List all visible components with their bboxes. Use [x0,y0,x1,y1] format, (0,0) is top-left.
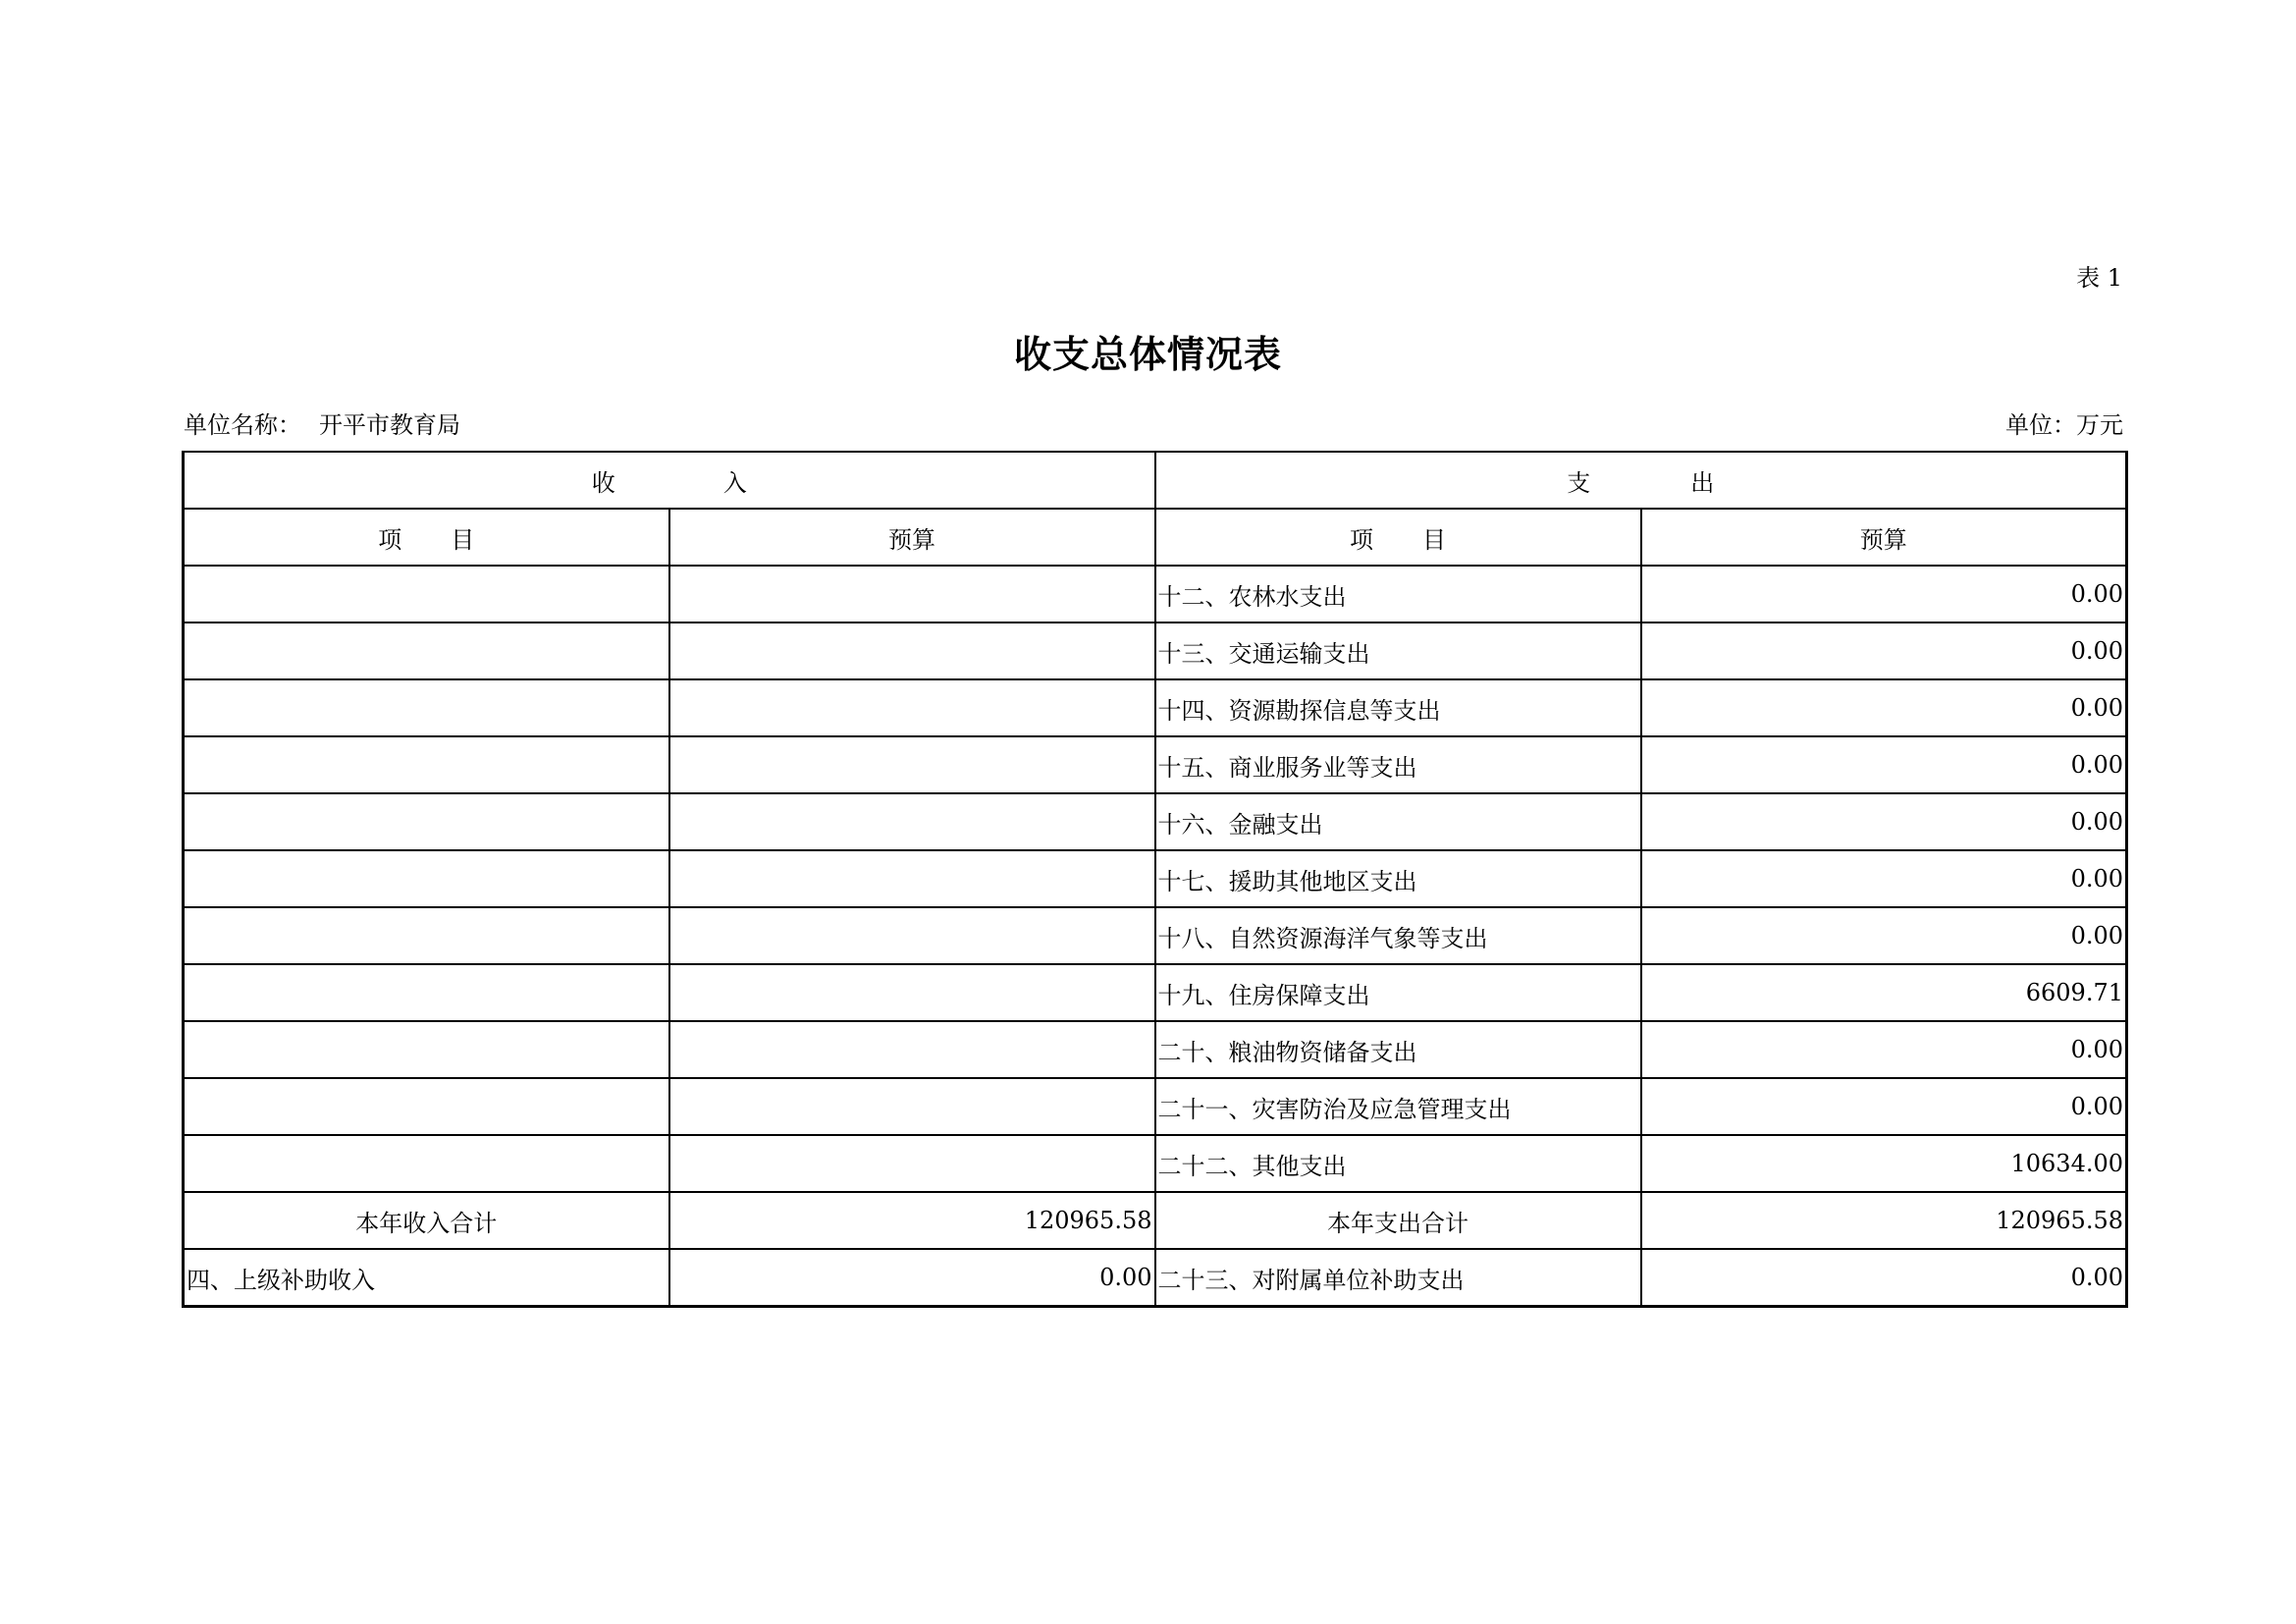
income-item-cell [184,793,669,850]
budget-table [182,451,2128,1308]
income-group-header [184,452,1155,509]
income-budget-cell [669,1021,1155,1078]
income-item-cell [184,1135,669,1192]
income-budget-cell [669,850,1155,907]
expense-item-cell: 十八、自然资源海洋气象等支出 [1155,907,1641,964]
expense-item-cell: 十三、交通运输支出 [1155,623,1641,679]
income-item-char-b: 目 [451,525,475,554]
table-row [184,1021,2127,1078]
income-item-cell [184,850,669,907]
expense-budget-cell: 0.00 [1641,793,2127,850]
income-total-value: 120965.58 [669,1192,1155,1249]
table-number: 表 1 [2076,264,2122,292]
page-title: 收支总体情况表 [1013,333,1282,376]
income-total-label: 本年收入合计 [184,1192,669,1249]
table-row [184,964,2127,1021]
income-group-char-b: 入 [722,468,747,497]
income-item-cell [184,623,669,679]
income-item-cell [184,964,669,1021]
expense-item-cell: 十七、援助其他地区支出 [1155,850,1641,907]
table-row [184,679,2127,736]
table-row [184,850,2127,907]
income-item-cell: 四、上级补助收入 [184,1249,669,1307]
table-row [184,623,2127,679]
expense-item-cell: 二十三、对附属单位补助支出 [1155,1249,1641,1307]
column-header-row [184,509,2127,566]
expense-item-cell: 二十二、其他支出 [1155,1135,1641,1192]
income-item-cell [184,1021,669,1078]
unit-name-label: 单位名称： [184,411,301,439]
table-row [184,1078,2127,1135]
income-budget-cell [669,623,1155,679]
expense-group-char-a: 支 [1567,468,1591,497]
expense-item-cell: 十九、住房保障支出 [1155,964,1641,1021]
expense-group-header [1155,452,2127,509]
income-item-cell [184,679,669,736]
expense-budget-cell: 0.00 [1641,1021,2127,1078]
table-row [184,736,2127,793]
expense-total-value: 120965.58 [1641,1192,2127,1249]
income-budget-cell [669,964,1155,1021]
income-item-cell [184,1078,669,1135]
expense-budget-cell: 0.00 [1641,850,2127,907]
group-header-row [184,452,2127,509]
expense-total-label: 本年支出合计 [1155,1192,1641,1249]
expense-budget-header: 预算 [1641,509,2127,566]
expense-group-char-b: 出 [1690,468,1715,497]
expense-budget-cell: 0.00 [1641,907,2127,964]
expense-budget-cell: 0.00 [1641,1078,2127,1135]
expense-budget-cell: 0.00 [1641,736,2127,793]
expense-budget-cell: 0.00 [1641,679,2127,736]
income-budget-cell [669,566,1155,623]
unit-name-line [184,406,460,440]
income-item-header [184,509,669,566]
table-row [184,793,2127,850]
expense-budget-cell: 0.00 [1641,623,2127,679]
expense-item-header [1155,509,1641,566]
income-budget-cell [669,1135,1155,1192]
income-budget-cell [669,907,1155,964]
expense-item-cell: 十五、商业服务业等支出 [1155,736,1641,793]
expense-item-cell: 十六、金融支出 [1155,793,1641,850]
income-budget-cell [669,736,1155,793]
income-item-char-a: 项 [378,525,402,554]
currency-unit: 单位：万元 [2005,411,2123,439]
income-budget-cell: 0.00 [669,1249,1155,1307]
unit-name-value: 开平市教育局 [319,411,460,439]
totals-row [184,1192,2127,1249]
expense-budget-cell: 10634.00 [1641,1135,2127,1192]
expense-item-cell: 十二、农林水支出 [1155,566,1641,623]
income-group-char-a: 收 [591,468,615,497]
income-item-cell [184,736,669,793]
expense-item-cell: 二十、粮油物资储备支出 [1155,1021,1641,1078]
expense-item-cell: 十四、资源勘探信息等支出 [1155,679,1641,736]
expense-item-char-a: 项 [1350,525,1373,554]
table-row [184,907,2127,964]
table-row [184,566,2127,623]
income-budget-cell [669,793,1155,850]
expense-budget-cell: 0.00 [1641,1249,2127,1307]
income-budget-header: 预算 [669,509,1155,566]
table-row [184,1135,2127,1192]
expense-item-char-b: 目 [1422,525,1446,554]
expense-item-cell: 二十一、灾害防治及应急管理支出 [1155,1078,1641,1135]
income-item-cell [184,566,669,623]
income-budget-cell [669,1078,1155,1135]
income-budget-cell [669,679,1155,736]
income-item-cell [184,907,669,964]
table-row [184,1249,2127,1307]
expense-budget-cell: 0.00 [1641,566,2127,623]
expense-budget-cell: 6609.71 [1641,964,2127,1021]
